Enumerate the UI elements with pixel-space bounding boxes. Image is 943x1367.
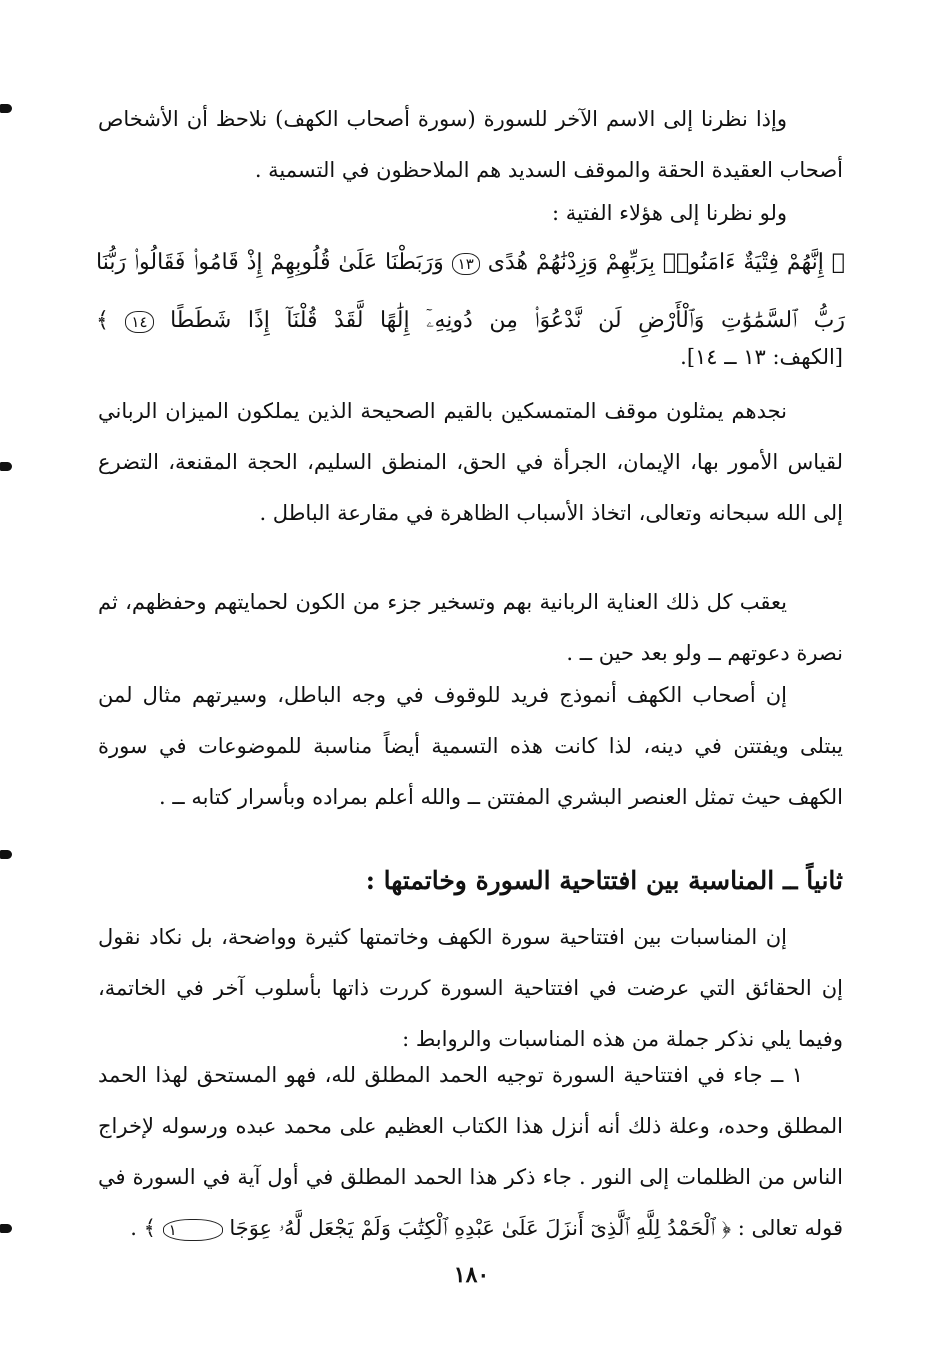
quran-verse-14-text: وَرَبَطْنَا عَلَىٰ قُلُوبِهِمْ إِذْ قَامُوا۟ فَقَالُوا۟ رَبُّنَا رَبُّ ٱلسَّمَٰوَٰتِ وَٱلْأَرْضِ لَن نَّدْعُوَا۟ مِن دُونِهِۦٓ إِلَٰهًا لَّقَدْ قُلْنَآ إِذًا شَطَطًا — [96, 250, 845, 333]
quran-verse-1-text: ٱلْحَمْدُ لِلَّهِ ٱلَّذِىٓ أَنزَلَ عَلَىٰ عَبْدِهِ ٱلْكِتَٰبَ وَلَمْ يَجْعَل لَّهُۥ عِوَجَا — [229, 1216, 716, 1240]
paragraph-youths-intro: ولو نظرنا إلى هؤلاء الفتية : — [551, 201, 787, 225]
quran-close-bracket: ﴾ . — [130, 1216, 156, 1240]
page-number: ١٨٠ — [453, 1262, 490, 1288]
quran-verse-13-text: إِنَّهُمْ فِتْيَةٌ ءَامَنُوا۟ بِرَبِّهِمْ وَزِدْنَٰهُمْ هُدًى — [487, 250, 824, 275]
verse-number-13: ١٣ — [452, 253, 480, 275]
paragraph-divine-care: يعقب كل ذلك العناية الربانية بهم وتسخير جزء من الكون لحمايتهم وحفظهم، ثم نصرة دعوتهم ــ ولو بعد حين ــ . — [98, 590, 843, 665]
quran-open-bracket: ﴿ — [831, 250, 845, 275]
paragraph-surah-name: وإذا نظرنا إلى الاسم الآخر للسورة (سورة أصحاب الكهف) نلاحظ أن الأشخاص أصحاب العقيدة الحقة والموقف السديد هم الملاحظون في التسمية . — [98, 107, 843, 182]
paragraph-point-one — [98, 1050, 843, 1254]
point-one-text: ١ ــ جاء في افتتاحية السورة توجيه الحمد المطلق لله، فهو المستحق لهذا الحمد المطلق وحده، وعلة ذلك أنه أنزل هذا الكتاب العظيم على محمد عبده ورسوله لإخراج الناس من الظلمات إلى النور . جاء ذكر هذا الحمد المطلق في أول آية في السورة في قوله تعالى : — [98, 1063, 843, 1240]
scan-edge-mark — [0, 850, 12, 859]
verse-number-14: ١٤ — [125, 311, 153, 333]
quran-open-bracket: ﴿ — [721, 1216, 732, 1240]
quran-reference: [الكهف: ١٣ ــ ١٤]. — [680, 345, 843, 369]
verse-number-1: ١ — [163, 1219, 223, 1241]
paragraph-values: نجدهم يمثلون موقف المتمسكين بالقيم الصحيحة الذين يملكون الميزان الرباني لقياس الأمور بها، الإيمان، الجرأة في الحق، المنطق السليم، الحجة المقنعة، التضرع إلى الله سبحانه وتعالى، اتخاذ الأسباب الظاهرة في مقارعة الباطل . — [98, 399, 843, 525]
scan-edge-mark — [0, 104, 12, 113]
paragraph-opening-closing: إن المناسبات بين افتتاحية سورة الكهف وخاتمتها كثيرة وواضحة، بل نكاد نقول إن الحقائق التي عرضت في افتتاحية السورة كررت ذاتها بأسلوب آخر في الخاتمة، وفيما يلي نذكر جملة من هذه المناسبات والروابط : — [98, 925, 843, 1051]
scan-edge-mark — [0, 462, 12, 471]
scan-edge-mark — [0, 1224, 12, 1233]
quran-close-bracket: ﴾ — [96, 308, 109, 333]
paragraph-cave-people-model: إن أصحاب الكهف أنموذج فريد للوقوف في وجه الباطل، وسيرتهم مثال لمن يبتلى ويفتتن في دينه، لذا كانت هذه التسمية أيضاً مناسبة للموضوعات في سورة الكهف حيث تمثل العنصر البشري المفتتن ــ والله أعلم بمراده وبأسرار كتابه ــ . — [98, 683, 843, 809]
section-heading: ثانياً ــ المناسبة بين افتتاحية السورة وخاتمتها : — [365, 866, 843, 895]
quran-quote-kahf-13-14 — [96, 234, 845, 350]
